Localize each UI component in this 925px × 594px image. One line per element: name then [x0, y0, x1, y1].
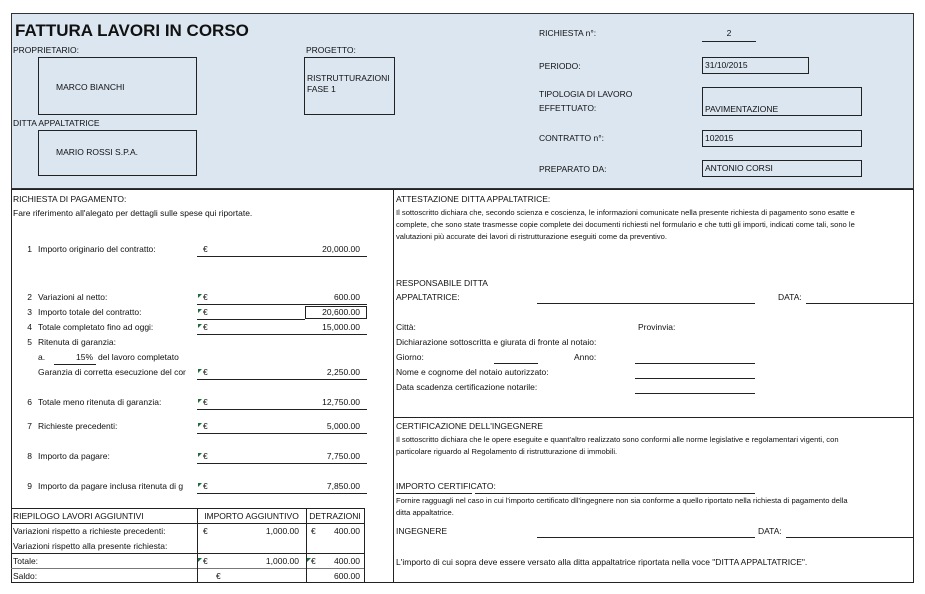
line-number: 8	[27, 451, 32, 461]
line-5a-label: del lavoro completato	[98, 352, 179, 362]
engineer-heading: CERTIFICAZIONE DELL'INGEGNERE	[396, 421, 543, 431]
column-divider	[393, 189, 394, 583]
year-line[interactable]	[635, 363, 755, 364]
col-additional-header: IMPORTO AGGIUNTIVO	[204, 511, 299, 521]
cell-marker	[198, 558, 202, 562]
line-label: Totale completato fino ad oggi:	[38, 322, 154, 332]
line-underline	[197, 379, 367, 380]
line-5a-prefix: a.	[38, 352, 46, 362]
certified-label-underline	[396, 493, 472, 494]
summary-total-additional[interactable]: 1,000.00	[265, 556, 299, 566]
attestation-date-line[interactable]	[806, 303, 914, 304]
owner-label: PROPRIETARIO:	[13, 45, 79, 55]
request-value[interactable]: 2	[726, 28, 732, 38]
expiry-line[interactable]	[635, 393, 755, 394]
owner-field[interactable]: MARCO BIANCHI	[38, 57, 197, 115]
summary-balance-label: Saldo:	[13, 571, 38, 581]
cell-marker	[307, 558, 311, 562]
currency-symbol: €	[203, 421, 208, 431]
work-type-field[interactable]: PAVIMENTAZIONE	[702, 87, 862, 116]
currency-symbol: €	[311, 526, 316, 536]
line-underline	[197, 304, 367, 305]
currency-symbol: €	[203, 397, 208, 407]
line-underline	[197, 319, 305, 320]
line-number: 1	[27, 244, 32, 254]
declaration-label: Dichiarazione sottoscritta e giurata di fronte al notaio:	[396, 337, 597, 347]
footer-note: L'importo di cui sopra deve essere versato alla ditta appaltatrice riportata nella voce "DITTA APPALTATRICE".	[396, 557, 808, 567]
period-label: PERIODO:	[539, 61, 581, 71]
attestation-text: Il sottoscritto dichiara che, secondo scienza e coscienza, le informazioni comunicate nella presente richiesta di pagamento sono esatte e complete, che sono state trasmesse copie complete dei documenti richiesti nel formulario e che tutti gli importi, indicati come tali, sono le valutazioni più accurate dei lavori di ristrutturazione eseguiti come da preventivo.	[396, 208, 855, 241]
notary-label: Nome e cognome del notaio autorizzato:	[396, 367, 549, 377]
city-label: Città:	[396, 322, 416, 332]
line-number: 6	[27, 397, 32, 407]
document-title: FATTURA LAVORI IN CORSO	[15, 21, 249, 40]
retention-percent[interactable]: 15%	[75, 352, 93, 362]
project-value-line-1: RISTRUTTURAZIONI	[307, 73, 390, 83]
prepared-field[interactable]: ANTONIO CORSI	[702, 160, 862, 177]
line-label: Importo da pagare:	[38, 451, 110, 461]
currency-symbol: €	[203, 292, 208, 302]
section-divider	[393, 417, 914, 418]
responsible-label-2: APPALTATRICE:	[396, 292, 460, 302]
currency-symbol: €	[203, 307, 208, 317]
line-underline	[197, 463, 367, 464]
line-value[interactable]: 5,000.00	[326, 421, 360, 431]
line-number: 2	[27, 292, 32, 302]
cell-marker	[198, 399, 202, 403]
cell-marker	[198, 453, 202, 457]
attestation-date-label: DATA:	[778, 292, 802, 302]
engineer-signature-line[interactable]	[537, 537, 755, 538]
line-value[interactable]: 12,750.00	[322, 397, 360, 407]
year-label: Anno:	[574, 352, 597, 362]
line-label: Garanzia di corretta esecuzione del cor	[38, 367, 186, 377]
certified-note: Fornire ragguagli nel caso in cui l'importo certificato dll'ingegnere non sia conforme a quello riportato nella richiesta di pagamento della ditta appaltatrice.	[396, 496, 848, 517]
line-value[interactable]: 15,000.00	[322, 322, 360, 332]
responsible-signature-line[interactable]	[537, 303, 755, 304]
certified-amount-line[interactable]	[475, 493, 755, 494]
engineer-label: INGEGNERE	[396, 526, 448, 536]
contractor-label: DITTA APPALTATRICE	[13, 118, 100, 128]
line-label: Variazioni al netto:	[38, 292, 108, 302]
responsible-label-1: RESPONSABILE DITTA	[396, 278, 488, 288]
retention-percent-underline	[54, 364, 96, 365]
certified-amount-label: IMPORTO CERTIFICATO:	[396, 481, 496, 491]
line-value[interactable]: 600.00	[334, 292, 360, 302]
summary-total-deductions[interactable]: 400.00	[334, 556, 360, 566]
notary-line[interactable]	[635, 378, 755, 379]
project-label: PROGETTO:	[306, 45, 356, 55]
attestation-heading: ATTESTAZIONE DITTA APPALTATRICE:	[396, 194, 551, 204]
summary-row-1-label: Variazioni rispetto a richieste precedenti:	[13, 526, 166, 536]
col-deductions-header: DETRAZIONI	[309, 511, 361, 521]
contract-label: CONTRATTO n°:	[539, 133, 604, 143]
summary-row-1-additional[interactable]: 1,000.00	[265, 526, 299, 536]
line-label: Importo da pagare inclusa ritenuta di g	[38, 481, 184, 491]
line-number: 9	[27, 481, 32, 491]
engineer-text: Il sottoscritto dichiara che le opere eseguite e quant'altro realizzato sono conformi alle norme legislative e regolamentari vigenti, con particolare riguardo al Regolamento di ristrutturazione di immobili.	[396, 435, 839, 456]
line-5-label: Ritenuta di garanzia:	[38, 337, 116, 347]
currency-symbol: €	[311, 556, 316, 566]
day-label: Giorno:	[396, 352, 424, 362]
summary-row-2-label: Variazioni rispetto alla presente richiesta:	[13, 541, 168, 551]
line-underline	[197, 493, 367, 494]
currency-symbol: €	[203, 322, 208, 332]
line-number: 4	[27, 322, 32, 332]
currency-symbol: €	[203, 481, 208, 491]
line-value[interactable]: 7,850.00	[326, 481, 360, 491]
cell-marker	[198, 324, 202, 328]
line-label: Importo originario del contratto:	[38, 244, 156, 254]
project-field[interactable]	[304, 57, 395, 115]
summary-row-1-deductions[interactable]: 400.00	[334, 526, 360, 536]
engineer-date-line[interactable]	[786, 537, 914, 538]
cell-marker	[198, 483, 202, 487]
period-field[interactable]: 31/10/2015	[702, 57, 809, 74]
line-value[interactable]: 20,000.00	[322, 244, 360, 254]
expiry-label: Data scadenza certificazione notarile:	[396, 382, 538, 392]
currency-symbol: €	[216, 571, 221, 581]
contract-field[interactable]: 102015	[702, 130, 862, 147]
line-underline	[197, 409, 367, 410]
cell-marker	[198, 423, 202, 427]
line-label: Totale meno ritenuta di garanzia:	[38, 397, 162, 407]
line-underline	[197, 433, 367, 434]
currency-symbol: €	[203, 451, 208, 461]
line-value[interactable]: 20,600.00	[322, 307, 360, 317]
line-label: Richieste precedenti:	[38, 421, 118, 431]
work-type-label-2: EFFETTUATO:	[539, 103, 597, 113]
contractor-field[interactable]: MARIO ROSSI S.P.A.	[38, 130, 197, 176]
line-5-number: 5	[27, 337, 32, 347]
prepared-label: PREPARATO DA:	[539, 164, 607, 174]
line-number: 7	[27, 421, 32, 431]
currency-symbol: €	[203, 244, 208, 254]
line-value[interactable]: 7,750.00	[326, 451, 360, 461]
request-underline	[702, 41, 756, 42]
line-number: 3	[27, 307, 32, 317]
day-line[interactable]	[494, 363, 538, 364]
line-value[interactable]: 2,250.00	[326, 367, 360, 377]
cell-marker	[198, 369, 202, 373]
payment-note: Fare riferimento all'alegato per dettagli sulle spese qui riportate.	[13, 208, 253, 218]
summary-total-label: Totale:	[13, 556, 39, 566]
engineer-date-label: DATA:	[758, 526, 782, 536]
cell-marker	[198, 294, 202, 298]
line-underline	[197, 334, 367, 335]
currency-symbol: €	[203, 556, 208, 566]
line-label: Importo totale del contratto:	[38, 307, 142, 317]
project-value-line-2: FASE 1	[307, 84, 336, 94]
currency-symbol: €	[203, 526, 208, 536]
summary-heading: RIEPILOGO LAVORI AGGIUNTIVI	[13, 511, 144, 521]
province-label: Provinvia:	[638, 322, 676, 332]
payment-heading: RICHIESTA DI PAGAMENTO:	[13, 194, 127, 204]
cell-marker	[198, 309, 202, 313]
work-type-label-1: TIPOLOGIA DI LAVORO	[539, 89, 633, 99]
summary-balance-value[interactable]: 600.00	[334, 571, 360, 581]
line-underline	[197, 256, 367, 257]
currency-symbol: €	[203, 367, 208, 377]
request-label: RICHIESTA n°:	[539, 28, 597, 38]
